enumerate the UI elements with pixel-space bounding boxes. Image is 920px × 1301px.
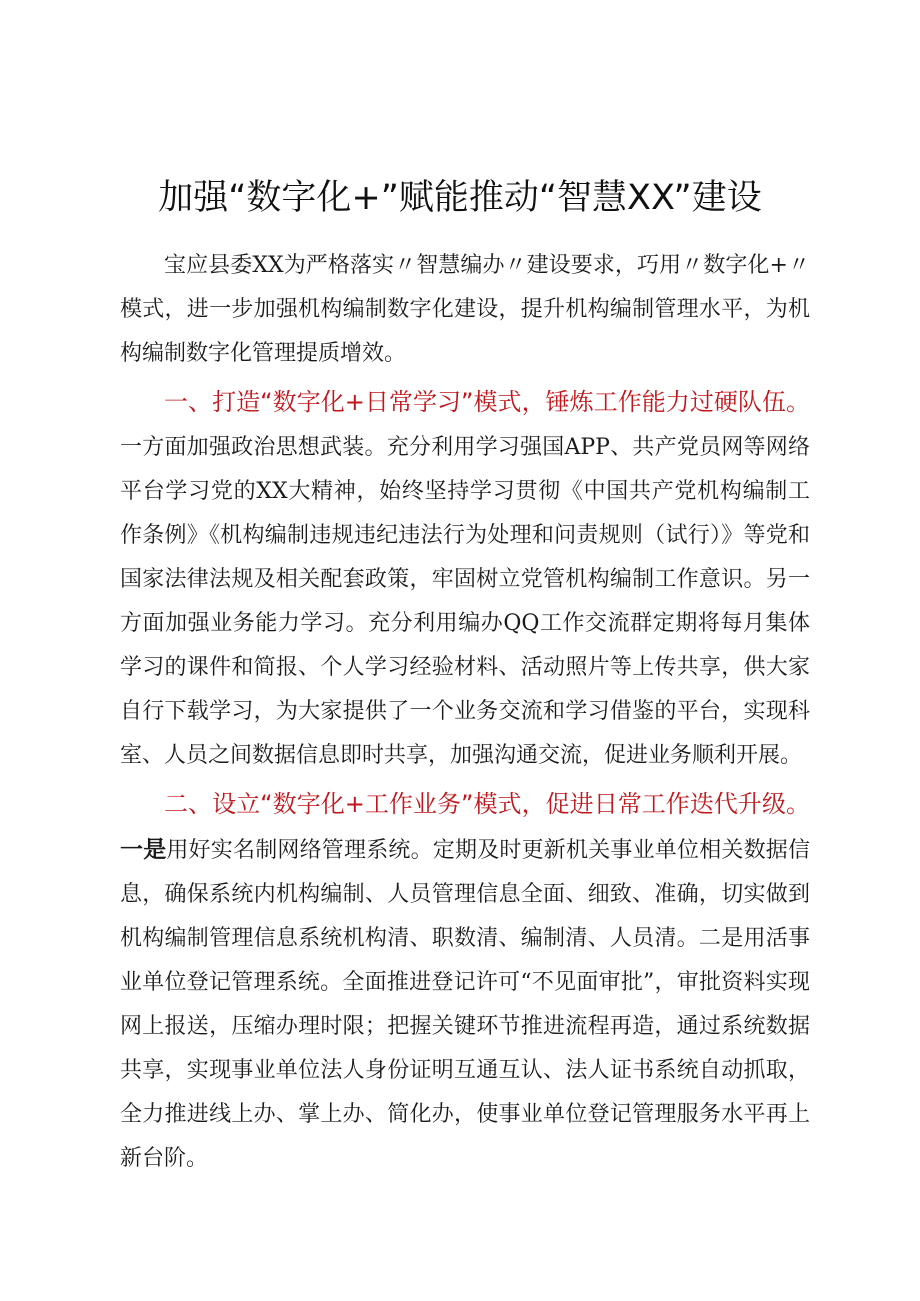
section-2-paragraph: [120, 782, 810, 1181]
section-2-body: 用好实名制网络管理系统。定期及时更新机关事业单位相关数据信息，确保系统内机构编制、人员管理信息全面、细致、准确，切实做到机构编制管理信息系统机构清、职数清、编制清、人员清。二是用活事业单位登记管理系统。全面推进登记许可“不见面审批”，审批资料实现网上报送，压缩办理时限；把握关键环节推进流程再造，通过系统数据共享，实现事业单位法人身份证明互通互认、法人证书系统自动抓取，全力推进线上办、掌上办、简化办，使事业单位登记管理服务水平再上新台阶。: [120, 838, 810, 1171]
section-2-heading: 二、设立“数字化+工作业务”模式，促进日常工作迭代升级。: [164, 790, 810, 818]
section-1-paragraph: [120, 380, 810, 778]
intro-paragraph: 宝应县委XX为严格落实〃智慧编办〃建设要求，巧用〃数字化+〃模式，进一步加强机构编制数字化建设，提升机构编制管理水平，为机构编制数字化管理提质增效。: [120, 253, 810, 366]
section-1-heading: 一、打造“数字化+日常学习”模式，锤炼工作能力过硬队伍。: [164, 388, 810, 416]
document-title: 加强“数字化+”赋能推动“智慧XX”建设: [158, 178, 762, 218]
document-body: [120, 244, 810, 1181]
section-1-body: 一方面加强政治思想武装。充分利用学习强国APP、共产党员网等网络平台学习党的XX大精神，始终坚持学习贯彻《中国共产党机构编制工作条例》《机构编制违规违纪违法行为处理和问责规则（试行）》等党和国家法律法规及相关配套政策，牢固树立党管机构编制工作意识。另一方面加强业务能力学习。充分利用编办QQ工作交流群定期将每月集体学习的课件和简报、个人学习经验材料、活动照片等上传共享，供大家自行下载学习，为大家提供了一个业务交流和学习借鉴的平台，实现科室、人员之间数据信息即时共享，加强沟通交流，促进业务顺利开展。: [120, 435, 810, 768]
section-2-lead: 一是: [120, 837, 167, 863]
